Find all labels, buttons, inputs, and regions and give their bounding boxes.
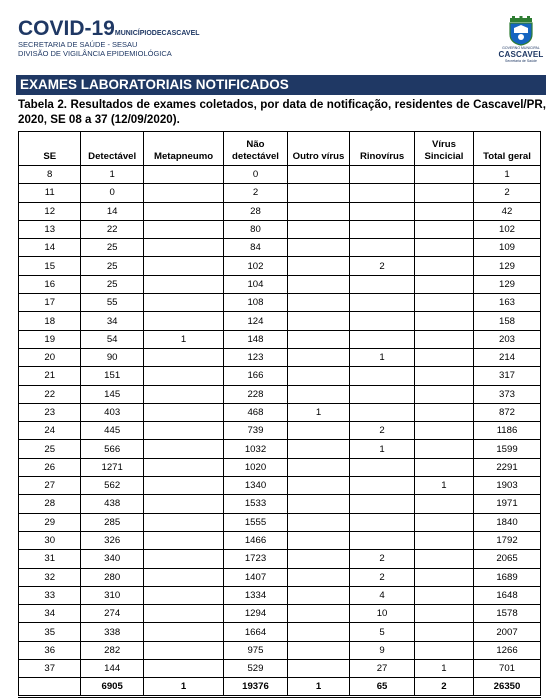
cell-outro-virus — [287, 495, 349, 513]
cell-detectavel: 280 — [81, 568, 143, 586]
col-header-se: SE — [19, 132, 81, 166]
header-row — [19, 132, 541, 166]
cell-rinovirus — [350, 330, 415, 348]
cell-nao-detectavel: 1664 — [224, 623, 288, 641]
results-table — [18, 131, 541, 698]
cell-rinovirus — [350, 166, 415, 184]
cell-total-geral: 2291 — [474, 458, 541, 476]
total-metapneumo: 1 — [143, 678, 223, 697]
table-row — [19, 660, 541, 678]
cell-nao-detectavel: 1020 — [224, 458, 288, 476]
cell-se: 32 — [19, 568, 81, 586]
cell-se: 30 — [19, 531, 81, 549]
cell-total-geral: 1648 — [474, 586, 541, 604]
covid-title: COVID-19 — [18, 17, 115, 40]
cell-detectavel: 338 — [81, 623, 143, 641]
cell-total-geral: 1689 — [474, 568, 541, 586]
cell-metapneumo — [143, 166, 223, 184]
cell-rinovirus: 2 — [350, 550, 415, 568]
cell-outro-virus — [287, 568, 349, 586]
cascavel-coat-of-arms-icon — [506, 16, 536, 46]
cell-virus-sincicial — [414, 605, 473, 623]
cell-se: 12 — [19, 202, 81, 220]
cell-detectavel: 403 — [81, 403, 143, 421]
cell-outro-virus — [287, 458, 349, 476]
cell-nao-detectavel: 148 — [224, 330, 288, 348]
table-row — [19, 202, 541, 220]
cell-outro-virus — [287, 660, 349, 678]
table-row — [19, 294, 541, 312]
cell-metapneumo — [143, 239, 223, 257]
cell-detectavel: 144 — [81, 660, 143, 678]
cell-se: 15 — [19, 257, 81, 275]
table-row — [19, 568, 541, 586]
cell-virus-sincicial — [414, 440, 473, 458]
cell-se: 33 — [19, 586, 81, 604]
table-row — [19, 220, 541, 238]
col-header-virus-sincicial: Vírus Sincicial — [414, 132, 473, 166]
cell-rinovirus: 2 — [350, 257, 415, 275]
cell-virus-sincicial — [414, 257, 473, 275]
table-row — [19, 458, 541, 476]
cell-se: 36 — [19, 641, 81, 659]
cell-se: 19 — [19, 330, 81, 348]
cell-nao-detectavel: 1723 — [224, 550, 288, 568]
cell-outro-virus — [287, 330, 349, 348]
table-row — [19, 166, 541, 184]
cell-virus-sincicial — [414, 403, 473, 421]
cell-se: 28 — [19, 495, 81, 513]
cell-nao-detectavel: 2 — [224, 184, 288, 202]
cell-se: 37 — [19, 660, 81, 678]
cell-nao-detectavel: 1555 — [224, 513, 288, 531]
cell-total-geral: 373 — [474, 385, 541, 403]
cell-total-geral: 1599 — [474, 440, 541, 458]
cell-virus-sincicial — [414, 550, 473, 568]
municipio-label: MUNICÍPIODECASCAVEL — [114, 30, 200, 37]
cell-detectavel: 22 — [81, 220, 143, 238]
table-row — [19, 586, 541, 604]
cell-nao-detectavel: 123 — [224, 348, 288, 366]
cell-total-geral: 1903 — [474, 477, 541, 495]
cell-total-geral: 1 — [474, 166, 541, 184]
cell-se: 17 — [19, 294, 81, 312]
cell-nao-detectavel: 1334 — [224, 586, 288, 604]
table-row — [19, 623, 541, 641]
cell-virus-sincicial — [414, 367, 473, 385]
cell-virus-sincicial — [414, 166, 473, 184]
logo-bottom-text: Secretaria de Saúde — [505, 59, 537, 63]
cell-rinovirus: 2 — [350, 568, 415, 586]
table-header — [19, 132, 541, 166]
cell-nao-detectavel: 108 — [224, 294, 288, 312]
cell-virus-sincicial — [414, 348, 473, 366]
cell-total-geral: 102 — [474, 220, 541, 238]
table-row — [19, 275, 541, 293]
cell-virus-sincicial: 1 — [414, 477, 473, 495]
cell-outro-virus — [287, 440, 349, 458]
cell-rinovirus: 4 — [350, 586, 415, 604]
cell-nao-detectavel: 124 — [224, 312, 288, 330]
cell-metapneumo — [143, 312, 223, 330]
cell-se: 27 — [19, 477, 81, 495]
cell-metapneumo — [143, 531, 223, 549]
cell-detectavel: 274 — [81, 605, 143, 623]
cell-rinovirus — [350, 294, 415, 312]
cell-metapneumo — [143, 202, 223, 220]
cell-metapneumo — [143, 403, 223, 421]
cell-outro-virus — [287, 513, 349, 531]
cell-rinovirus: 1 — [350, 440, 415, 458]
total-total-geral: 26350 — [474, 678, 541, 697]
cell-virus-sincicial — [414, 531, 473, 549]
cell-metapneumo — [143, 550, 223, 568]
cell-outro-virus — [287, 586, 349, 604]
cell-total-geral: 317 — [474, 367, 541, 385]
cell-detectavel: 25 — [81, 275, 143, 293]
table-row — [19, 367, 541, 385]
cell-total-geral: 2 — [474, 184, 541, 202]
cell-metapneumo — [143, 660, 223, 678]
cell-metapneumo — [143, 422, 223, 440]
cell-metapneumo — [143, 220, 223, 238]
cell-se: 24 — [19, 422, 81, 440]
table-row — [19, 184, 541, 202]
cell-se: 22 — [19, 385, 81, 403]
cell-nao-detectavel: 0 — [224, 166, 288, 184]
cell-nao-detectavel: 84 — [224, 239, 288, 257]
secretaria-line: SECRETARIA DE SAÚDE - SESAU — [18, 40, 138, 49]
cell-virus-sincicial — [414, 495, 473, 513]
cell-virus-sincicial — [414, 184, 473, 202]
total-virus-sincicial: 2 — [414, 678, 473, 697]
total-rinovirus: 65 — [350, 678, 415, 697]
table-row — [19, 550, 541, 568]
cell-virus-sincicial — [414, 458, 473, 476]
total-nao-detectavel: 19376 — [224, 678, 288, 697]
total-outro-virus: 1 — [287, 678, 349, 697]
cell-total-geral: 1792 — [474, 531, 541, 549]
cell-nao-detectavel: 1340 — [224, 477, 288, 495]
cell-rinovirus — [350, 312, 415, 330]
cell-rinovirus — [350, 477, 415, 495]
cell-detectavel: 566 — [81, 440, 143, 458]
cell-outro-virus — [287, 531, 349, 549]
table-row — [19, 239, 541, 257]
cell-se: 35 — [19, 623, 81, 641]
cell-total-geral: 1840 — [474, 513, 541, 531]
cell-detectavel: 145 — [81, 385, 143, 403]
cell-nao-detectavel: 1294 — [224, 605, 288, 623]
cell-total-geral: 2065 — [474, 550, 541, 568]
cell-virus-sincicial — [414, 312, 473, 330]
cell-detectavel: 25 — [81, 257, 143, 275]
cell-outro-virus — [287, 220, 349, 238]
cell-rinovirus — [350, 239, 415, 257]
logo-top-text: GOVERNO MUNICIPAL — [502, 46, 540, 50]
cell-detectavel: 285 — [81, 513, 143, 531]
cell-virus-sincicial — [414, 202, 473, 220]
cell-rinovirus — [350, 385, 415, 403]
divisao-line: DIVISÃO DE VIGILÂNCIA EPIDEMIOLÓGICA — [18, 49, 172, 58]
cell-detectavel: 14 — [81, 202, 143, 220]
cell-outro-virus — [287, 367, 349, 385]
cell-outro-virus: 1 — [287, 403, 349, 421]
cell-outro-virus — [287, 184, 349, 202]
cell-rinovirus — [350, 202, 415, 220]
cell-se: 13 — [19, 220, 81, 238]
cell-total-geral: 129 — [474, 275, 541, 293]
cell-outro-virus — [287, 641, 349, 659]
cell-detectavel: 54 — [81, 330, 143, 348]
cell-nao-detectavel: 1032 — [224, 440, 288, 458]
cell-detectavel: 310 — [81, 586, 143, 604]
cell-total-geral: 1186 — [474, 422, 541, 440]
total-row — [19, 678, 541, 697]
cell-nao-detectavel: 102 — [224, 257, 288, 275]
cell-outro-virus — [287, 422, 349, 440]
col-header-total-geral: Total geral — [474, 132, 541, 166]
cell-outro-virus — [287, 312, 349, 330]
table-row — [19, 513, 541, 531]
cell-metapneumo — [143, 477, 223, 495]
cell-outro-virus — [287, 202, 349, 220]
cell-se: 34 — [19, 605, 81, 623]
cell-nao-detectavel: 80 — [224, 220, 288, 238]
cell-virus-sincicial — [414, 586, 473, 604]
cell-virus-sincicial — [414, 568, 473, 586]
cell-outro-virus — [287, 166, 349, 184]
cell-virus-sincicial — [414, 513, 473, 531]
table-row — [19, 348, 541, 366]
cell-virus-sincicial — [414, 422, 473, 440]
cell-total-geral: 2007 — [474, 623, 541, 641]
cell-outro-virus — [287, 550, 349, 568]
cell-outro-virus — [287, 275, 349, 293]
logo-name: CASCAVEL — [498, 50, 544, 59]
cell-total-geral: 872 — [474, 403, 541, 421]
cell-rinovirus — [350, 495, 415, 513]
table-caption: Tabela 2. Resultados de exames coletados, por data de notificação, residentes de Cascavel/PR, 2020, SE 08 a 37 (12/09/2020). — [18, 98, 546, 126]
cell-rinovirus — [350, 531, 415, 549]
cell-detectavel: 90 — [81, 348, 143, 366]
cell-nao-detectavel: 104 — [224, 275, 288, 293]
cell-nao-detectavel: 28 — [224, 202, 288, 220]
cell-total-geral: 1971 — [474, 495, 541, 513]
cell-virus-sincicial: 1 — [414, 660, 473, 678]
cell-total-geral: 109 — [474, 239, 541, 257]
cell-rinovirus: 10 — [350, 605, 415, 623]
cell-outro-virus — [287, 385, 349, 403]
table-row — [19, 641, 541, 659]
cell-rinovirus: 1 — [350, 348, 415, 366]
cell-total-geral: 1578 — [474, 605, 541, 623]
cell-detectavel: 438 — [81, 495, 143, 513]
total-se — [19, 678, 81, 697]
cell-outro-virus — [287, 623, 349, 641]
cell-metapneumo — [143, 367, 223, 385]
col-header-metapneumo: Metapneumo — [143, 132, 223, 166]
cell-virus-sincicial — [414, 239, 473, 257]
cell-se: 23 — [19, 403, 81, 421]
cell-detectavel: 0 — [81, 184, 143, 202]
cell-total-geral: 163 — [474, 294, 541, 312]
table-row — [19, 385, 541, 403]
cell-outro-virus — [287, 239, 349, 257]
cascavel-logo — [496, 16, 546, 72]
cell-detectavel: 151 — [81, 367, 143, 385]
table-row — [19, 312, 541, 330]
cell-rinovirus — [350, 403, 415, 421]
cell-se: 14 — [19, 239, 81, 257]
table-row — [19, 531, 541, 549]
cell-virus-sincicial — [414, 385, 473, 403]
cell-detectavel: 25 — [81, 239, 143, 257]
cell-outro-virus — [287, 477, 349, 495]
cell-nao-detectavel: 1407 — [224, 568, 288, 586]
cell-metapneumo — [143, 623, 223, 641]
document-header — [18, 18, 546, 70]
cell-virus-sincicial — [414, 641, 473, 659]
cell-nao-detectavel: 1533 — [224, 495, 288, 513]
cell-detectavel: 1 — [81, 166, 143, 184]
cell-detectavel: 34 — [81, 312, 143, 330]
cell-se: 29 — [19, 513, 81, 531]
cell-detectavel: 55 — [81, 294, 143, 312]
col-header-outro-virus: Outro vírus — [287, 132, 349, 166]
cell-se: 20 — [19, 348, 81, 366]
cell-metapneumo — [143, 495, 223, 513]
cell-virus-sincicial — [414, 275, 473, 293]
cell-rinovirus — [350, 367, 415, 385]
cell-detectavel: 445 — [81, 422, 143, 440]
cell-detectavel: 1271 — [81, 458, 143, 476]
cell-total-geral: 701 — [474, 660, 541, 678]
cell-metapneumo — [143, 275, 223, 293]
cell-metapneumo — [143, 641, 223, 659]
table-row — [19, 605, 541, 623]
cell-rinovirus — [350, 513, 415, 531]
cell-metapneumo — [143, 605, 223, 623]
table-body — [19, 166, 541, 697]
col-header-nao-detectavel: Não detectável — [224, 132, 288, 166]
cell-nao-detectavel: 166 — [224, 367, 288, 385]
cell-nao-detectavel: 975 — [224, 641, 288, 659]
cell-metapneumo — [143, 586, 223, 604]
cell-se: 25 — [19, 440, 81, 458]
cell-metapneumo — [143, 458, 223, 476]
cell-se: 18 — [19, 312, 81, 330]
cell-metapneumo — [143, 184, 223, 202]
cell-total-geral: 1266 — [474, 641, 541, 659]
cell-detectavel: 326 — [81, 531, 143, 549]
cell-total-geral: 214 — [474, 348, 541, 366]
cell-outro-virus — [287, 294, 349, 312]
cell-detectavel: 282 — [81, 641, 143, 659]
cell-se: 31 — [19, 550, 81, 568]
cell-metapneumo — [143, 294, 223, 312]
cell-detectavel: 340 — [81, 550, 143, 568]
cell-virus-sincicial — [414, 330, 473, 348]
cell-outro-virus — [287, 348, 349, 366]
table-row — [19, 495, 541, 513]
cell-virus-sincicial — [414, 623, 473, 641]
cell-nao-detectavel: 529 — [224, 660, 288, 678]
section-banner: EXAMES LABORATORIAIS NOTIFICADOS — [16, 75, 546, 95]
col-header-rinovirus: Rinovírus — [350, 132, 415, 166]
cell-rinovirus — [350, 458, 415, 476]
header-title-line — [18, 18, 546, 40]
cell-total-geral: 158 — [474, 312, 541, 330]
table-row — [19, 257, 541, 275]
cell-metapneumo — [143, 257, 223, 275]
cell-rinovirus — [350, 220, 415, 238]
cell-nao-detectavel: 1466 — [224, 531, 288, 549]
cell-detectavel: 562 — [81, 477, 143, 495]
cell-metapneumo — [143, 440, 223, 458]
table-row — [19, 403, 541, 421]
cell-se: 21 — [19, 367, 81, 385]
cell-metapneumo — [143, 385, 223, 403]
cell-total-geral: 42 — [474, 202, 541, 220]
cell-total-geral: 129 — [474, 257, 541, 275]
total-detectavel: 6905 — [81, 678, 143, 697]
table-row — [19, 477, 541, 495]
cell-metapneumo — [143, 348, 223, 366]
col-header-detectavel: Detectável — [81, 132, 143, 166]
cell-se: 8 — [19, 166, 81, 184]
cell-metapneumo — [143, 568, 223, 586]
cell-rinovirus: 2 — [350, 422, 415, 440]
cell-rinovirus — [350, 275, 415, 293]
cell-se: 16 — [19, 275, 81, 293]
cell-virus-sincicial — [414, 220, 473, 238]
table-row — [19, 422, 541, 440]
cell-nao-detectavel: 228 — [224, 385, 288, 403]
cell-nao-detectavel: 739 — [224, 422, 288, 440]
table-row — [19, 330, 541, 348]
cell-se: 11 — [19, 184, 81, 202]
cell-outro-virus — [287, 257, 349, 275]
cell-rinovirus: 27 — [350, 660, 415, 678]
cell-rinovirus: 5 — [350, 623, 415, 641]
cell-rinovirus — [350, 184, 415, 202]
cell-nao-detectavel: 468 — [224, 403, 288, 421]
cell-metapneumo: 1 — [143, 330, 223, 348]
cell-rinovirus: 9 — [350, 641, 415, 659]
cell-metapneumo — [143, 513, 223, 531]
cell-total-geral: 203 — [474, 330, 541, 348]
cell-se: 26 — [19, 458, 81, 476]
cell-outro-virus — [287, 605, 349, 623]
cell-virus-sincicial — [414, 294, 473, 312]
table-row — [19, 440, 541, 458]
